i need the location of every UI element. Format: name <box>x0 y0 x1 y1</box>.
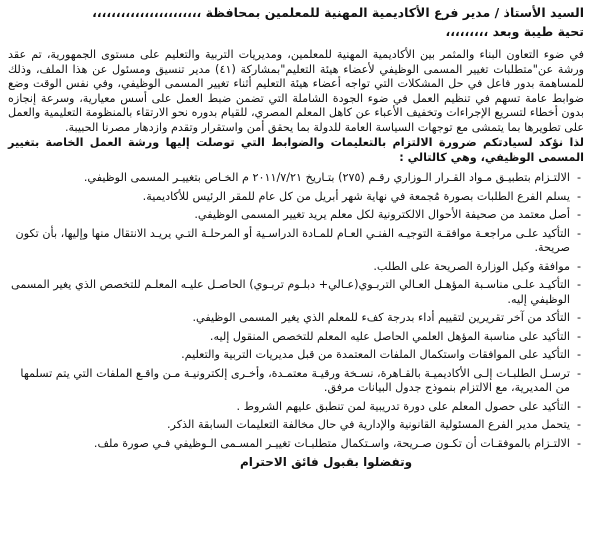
closing-line: وتفضلوا بقبول فائق الاحترام <box>239 455 413 469</box>
list-item-text: أصل معتمد من صحيفة الأحوال الالكترونية لكل معلم يريد تغيير المسمى الوظيفي. <box>194 208 570 221</box>
dash-bullet-icon: - <box>576 366 582 380</box>
list-item-text: التأكيد علـى مراجعـة موافقـة التوجيـه الفنـي العـام للمـادة الدراسـية أو المرحلـة التـي يريـد الانتقال منها وإليها، بأن تكون صريحة. <box>15 226 570 254</box>
list-item-text: ترسـل الطلبـات إلـى الأكاديميـة بالقـاهرة، نسـخة ورقيـة معتمـدة، وأخـرى إلكترونيـة مـن واقـع الملفات التي يتم تسلمها من المديرية، مع الالتزام بنموذج جدول البيانات مرفق. <box>20 366 570 394</box>
list-item <box>8 418 584 433</box>
dash-bullet-icon: - <box>576 348 582 361</box>
list-item-text: التأكيد على حصول المعلم على دورة تدريبية لمن تنطبق عليهم الشروط . <box>236 399 570 413</box>
list-item-text: موافقة وكيل الوزارة الصريحة على الطلب. <box>373 259 570 273</box>
list-item <box>8 260 584 275</box>
dash-bullet-icon: - <box>576 171 582 184</box>
dash-bullet-icon: - <box>576 189 582 203</box>
list-item-text: يسلم الفرع الطلبات بصورة مُجمعة في نهاية شهر أبريل من كل عام للمقر الرئيس للأكاديمية. <box>142 189 570 203</box>
dash-bullet-icon: - <box>576 226 582 240</box>
list-item-text: الالتـزام بتطبيـق مـواد القـرار الـوزاري رقـم (٢٧٥) بتـاريخ ٢٠١١/٧/٢١ م الخـاص بتغييـر المسمى الوظيفي. <box>83 171 570 184</box>
list-item-text: الالتـزام بالموفقـات أن تكـون صـريحة، واسـتكمال متطلبـات تغييـر المسـمى الـوظيفي فـي صورة ملف. <box>93 436 570 450</box>
list-item <box>8 330 584 345</box>
list-item <box>8 311 584 326</box>
greeting-line: تحية طيبة وبعد ،،،،،،،،، <box>445 24 584 39</box>
list-item <box>8 437 584 452</box>
list-item-text: التأكيد على مناسبة المؤهل العلمي الحاصل عليه المعلم للتخصص المنقول إليه. <box>209 329 570 343</box>
list-item <box>8 348 584 363</box>
dash-bullet-icon: - <box>576 436 582 450</box>
dash-bullet-icon: - <box>576 259 582 273</box>
list-item-text: التأكيـد علـى مناسـبة المؤهـل العـالي التربـوي(عـالي+ دبلـوم تربـوي) الحاصـل عليـه المعلـم للتخصص الذي يغير المسمى الوظيفي إليه. <box>11 278 570 306</box>
dash-bullet-icon: - <box>576 399 582 413</box>
list-item <box>8 227 584 256</box>
list-item-text: يتحمل مدير الفرع المسئولية القانونية والإدارية في حال مخالفة التعليمات السابقة الذكر. <box>166 418 570 431</box>
list-item-text: التأكد من آخر تقريرين لتقييم أداء بدرجة كفء للمعلم الذي يغير المسمى الوظيفي. <box>192 311 570 324</box>
list-item <box>8 400 584 415</box>
instructions-list <box>8 171 584 451</box>
addressee-line: السيد الأستاذ / مدير فرع الأكاديمية المهنية للمعلمين بمحافظة ،،،،،،،،،،،،،،،،،،،،،،، <box>92 5 584 20</box>
dash-bullet-icon: - <box>576 278 582 291</box>
list-item <box>8 171 584 186</box>
intro-paragraph: في ضوء التعاون البناء والمثمر بين الأكاديمية المهنية للمعلمين، ومديريات التربية والتعليم على مستوى الجمهورية، تم عقد ورشة عن"متطلبات تغيير المسمى الوظيفي لأعضاء هيئة التعليم"بمشاركة (٤١) مدير تنسيق ومسئول عن هذا الملف، وذلك للمساهمة بدور فاعل في حل المشكلات التي تواجه أعضاء هيئة التعليم أثناء تغيير المسمى الوظيفي، وفي نفس الوقت وضع ضوابط عامة تسهم في تنظيم العمل في ضوء الجودة الشاملة التي تضمن ضبط العمل على أسس معيارية، وسرعة إنجازه بدون أخطاء لتسريع الإجراءات وتخفيف الأعباء عن كاهل المعلم المصري، للقيام بدوره نحو الارتقاء بالمنظومة التعليمية والعمل على تطويرها بما يتمشى مع توجهات السياسة العامة للدولة بما يحقق أمن واستقرار وتقدم وازدهار مصرنا الحبيبة. <box>8 48 585 134</box>
dash-bullet-icon: - <box>576 311 582 324</box>
list-item <box>8 367 584 396</box>
list-item-text: التأكيد على الموافقات واستكمال الملفات المعتمدة من قبل مديريات التربية والتعليم. <box>181 348 570 361</box>
dash-bullet-icon: - <box>576 418 582 431</box>
list-item <box>8 190 584 205</box>
list-item <box>8 278 584 307</box>
dash-bullet-icon: - <box>576 329 582 343</box>
dash-bullet-icon: - <box>576 208 582 221</box>
instructions-intro: لذا نؤكد لسيادتكم ضرورة الالتزام بالتعليمات والضوابط التي توصلت إليها ورشة العمل الخاصة بتغيير المسمى الوظيفي، وهي كالتالي : <box>8 136 584 164</box>
list-item <box>8 208 584 223</box>
